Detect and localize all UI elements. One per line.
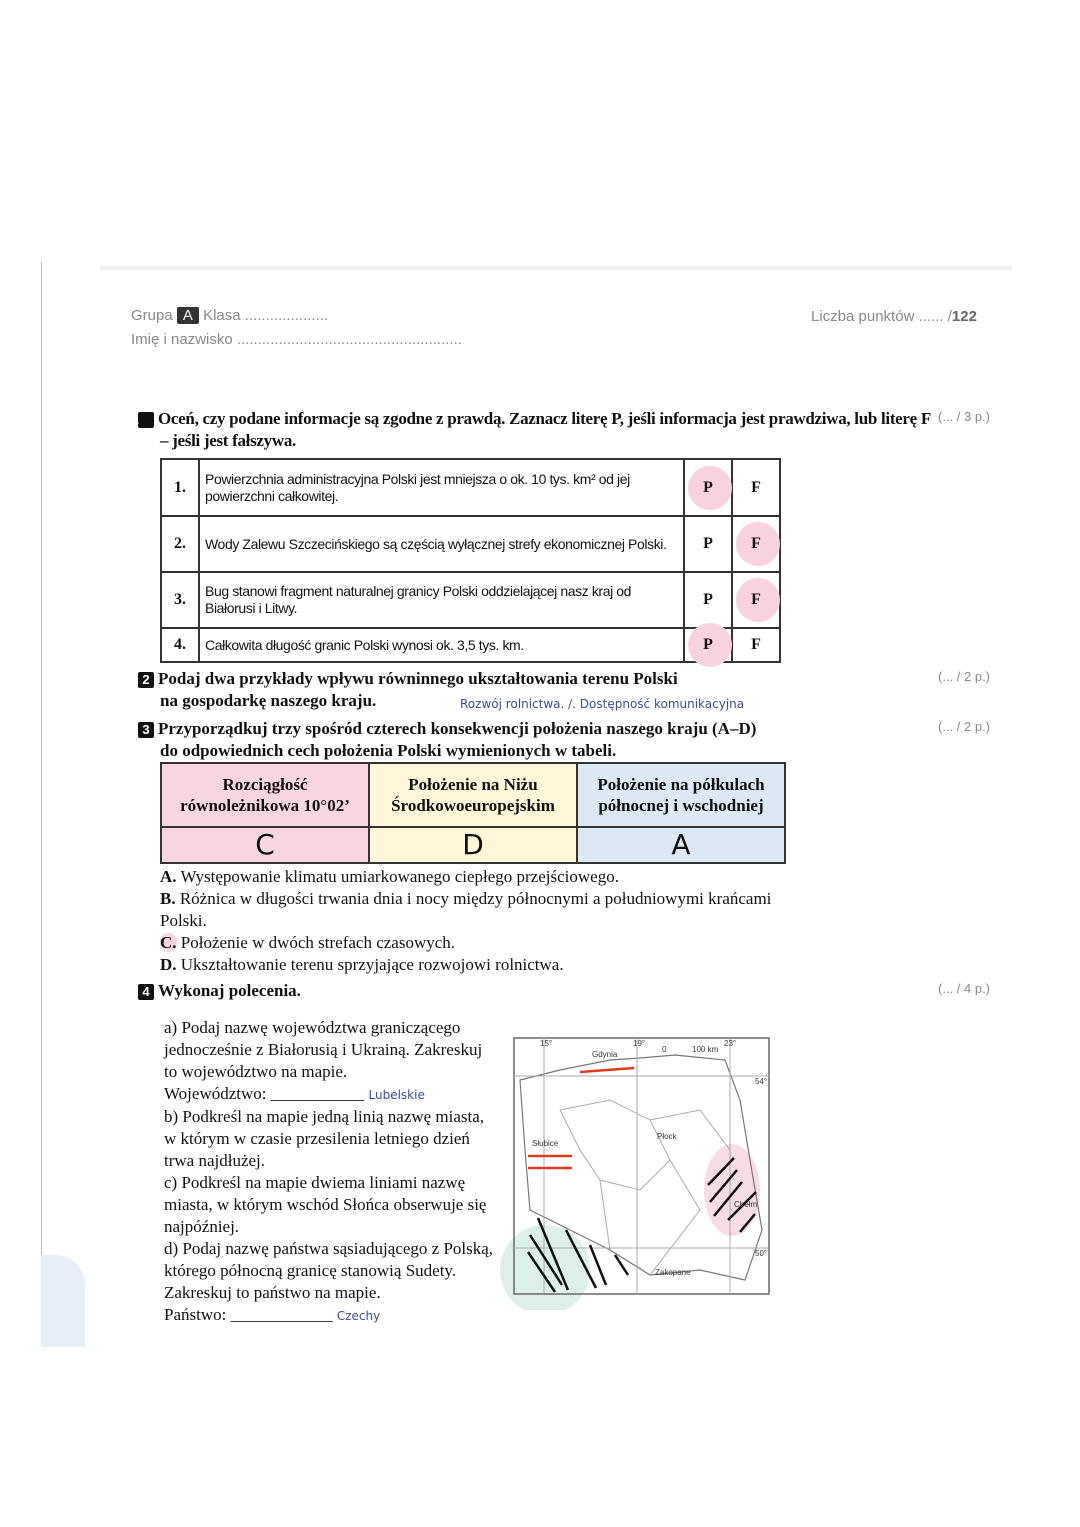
q3-option-b: B. Różnica w długości trwania dnia i nocy między północnymi a południowymi krańcami Polski. — [160, 889, 772, 930]
lon-15: 15° — [540, 1039, 553, 1048]
q1-table-row — [161, 516, 780, 572]
q4-a-answer[interactable]: Lubelskie — [368, 1088, 425, 1102]
page-top-border — [100, 266, 1012, 270]
q1-title — [131, 408, 940, 452]
city-plock[interactable]: Płock — [657, 1132, 677, 1141]
points-total — [811, 308, 977, 325]
q2-number: 2 — [138, 672, 154, 688]
q4-task-b: b) Podkreśl na mapie jedną linią nazwę miasta, w którym w czasie przesilenia letniego dzień trwa najdłużej. — [164, 1107, 485, 1170]
f-letter: F — [751, 591, 761, 608]
q3-option-a: A. Występowanie klimatu umiarkowanego ciepłego przejściowego. — [160, 867, 619, 886]
lat-54: 54° — [755, 1077, 768, 1086]
q3-line1: Przyporządkuj trzy spośród czterech konsekwencji położenia naszego kraju (A–D) — [158, 719, 757, 738]
q4-answer-a-row — [164, 1083, 499, 1106]
q3-option-c: C. Położenie w dwóch strefach czasowych. — [160, 933, 456, 952]
scale-label: 100 km — [692, 1045, 719, 1054]
city-slubice[interactable]: Słubice — [532, 1139, 559, 1148]
false-option[interactable] — [732, 572, 780, 628]
q4-number: 4 — [138, 984, 154, 1000]
q4-task-d: d) Podaj nazwę państwa sąsiadującego z Polską, którego północną granicę stanowią Sudety. Zakreskuj to państwo na mapie. — [164, 1239, 494, 1302]
q1-table — [160, 458, 781, 663]
q3-header-3: Położenie na półkulach północnej i wschodniej — [577, 763, 785, 827]
q2-line1: Podaj dwa przykłady wpływu równinnego ukształtowania terenu Polski — [158, 669, 678, 688]
underline-gdynia — [580, 1068, 634, 1072]
q3-title — [138, 718, 756, 740]
p-letter: P — [703, 478, 713, 496]
row-statement: Bug stanowi fragment naturalnej granicy Polski oddzielającej nasz kraj od Białorusi i Litwy. — [199, 572, 684, 628]
q4-tasks — [164, 1017, 499, 1327]
false-option[interactable] — [732, 516, 780, 572]
true-option[interactable] — [684, 459, 732, 516]
q3-header-1: Rozciągłość równoleżnikowa 10°02’ — [161, 763, 369, 827]
points-label: Liczba punktów ...... / — [811, 308, 952, 325]
q1-table-row — [161, 459, 780, 516]
city-gdynia[interactable]: Gdynia — [592, 1050, 618, 1059]
lubelskie-highlight — [704, 1144, 760, 1236]
q4-a-label: Województwo: ___________ — [164, 1084, 365, 1103]
q3-table — [160, 762, 786, 864]
q3-block — [160, 762, 790, 976]
group-badge: A — [177, 307, 199, 324]
poland-map[interactable] — [500, 1030, 780, 1310]
q3-points: (... / 2 p.) — [938, 719, 991, 734]
q3-option-d: D. Ukształtowanie terenu sprzyjające rozwojowi rolnictwa. — [160, 955, 564, 974]
q4-points: (... / 4 p.) — [938, 981, 991, 996]
f-letter: F — [751, 636, 761, 653]
group-label: Grupa — [131, 307, 173, 324]
city-chelm[interactable]: Chełm — [734, 1200, 758, 1209]
q1-table-row — [161, 628, 780, 662]
q2-title — [138, 668, 678, 690]
row-number: 3. — [161, 572, 199, 628]
true-option[interactable] — [684, 516, 732, 572]
f-letter: F — [751, 535, 761, 552]
lat-50: 50° — [755, 1249, 768, 1258]
q3-number: 3 — [138, 722, 154, 738]
q1-points: (... / 3 p.) — [938, 409, 991, 424]
q3-answer-1[interactable]: C — [161, 827, 369, 863]
q3-answer-3[interactable]: A — [577, 827, 785, 863]
q2-answer[interactable]: Rozwój rolnictwa. /. Dostępność komunikacyjna — [460, 697, 745, 711]
scroll-handle[interactable] — [41, 1255, 85, 1347]
group-field — [131, 307, 328, 324]
false-option[interactable] — [732, 628, 780, 662]
true-option[interactable] — [684, 572, 732, 628]
q4-d-label: Państwo: ____________ — [164, 1305, 333, 1324]
q3-header-2: Położenie na Niżu Środkowoeuropejskim — [369, 763, 577, 827]
points-total-value: 122 — [951, 308, 977, 325]
row-number: 2. — [161, 516, 199, 572]
row-statement: Powierzchnia administracyjna Polski jest mniejsza o ok. 10 tys. km² od jej powierzchni całkowitej. — [199, 459, 684, 516]
class-field: Klasa .................... — [203, 307, 329, 324]
q3-options — [160, 866, 790, 976]
q4-task-a: a) Podaj nazwę województwa graniczącego jednocześnie z Białorusią i Ukrainą. Zakreskuj to województwo na mapie. — [164, 1018, 483, 1081]
q1-text: Oceń, czy podane informacje są zgodne z prawdą. Zaznacz literę P, jeśli informacja jest prawdziwa, lub literę F – jeśli jest fałszywa. — [158, 409, 931, 450]
scale-zero: 0 — [662, 1045, 667, 1054]
q4-d-answer[interactable]: Czechy — [336, 1309, 381, 1323]
lon-19: 19° — [633, 1039, 646, 1048]
q3-line2: do odpowiednich cech położenia Polski wymienionych w tabeli. — [160, 741, 617, 760]
name-field: Imię i nazwisko ...................................................... — [131, 331, 462, 348]
lon-23: 23° — [724, 1039, 737, 1048]
city-zakopane[interactable]: Zakopane — [655, 1268, 691, 1277]
q4-task-c: c) Podkreśl na mapie dwiema liniami nazwę miasta, w którym wschód Słońca obserwuje się najpóźniej. — [164, 1173, 487, 1236]
row-number: 1. — [161, 459, 199, 516]
q4-title — [138, 980, 301, 1002]
q1-number: 1 — [138, 412, 154, 428]
q4-text: Wykonaj polecenia. — [158, 981, 301, 1000]
p-letter: P — [703, 636, 713, 653]
p-letter: P — [703, 535, 713, 552]
f-letter: F — [751, 478, 761, 496]
row-statement: Całkowita długość granic Polski wynosi ok. 3,5 tys. km. — [199, 628, 684, 662]
q2-line2: na gospodarkę naszego kraju. — [160, 691, 377, 710]
p-letter: P — [703, 591, 713, 608]
q4-answer-d-row — [164, 1304, 499, 1327]
page-edge-line — [41, 262, 42, 1346]
row-statement: Wody Zalewu Szczecińskiego są częścią wyłącznej strefy ekonomicznej Polski. — [199, 516, 684, 572]
q3-answer-2[interactable]: D — [369, 827, 577, 863]
true-option[interactable] — [684, 628, 732, 662]
q2-points: (... / 2 p.) — [938, 669, 991, 684]
q1-table-row — [161, 572, 780, 628]
row-number: 4. — [161, 628, 199, 662]
false-option[interactable] — [732, 459, 780, 516]
